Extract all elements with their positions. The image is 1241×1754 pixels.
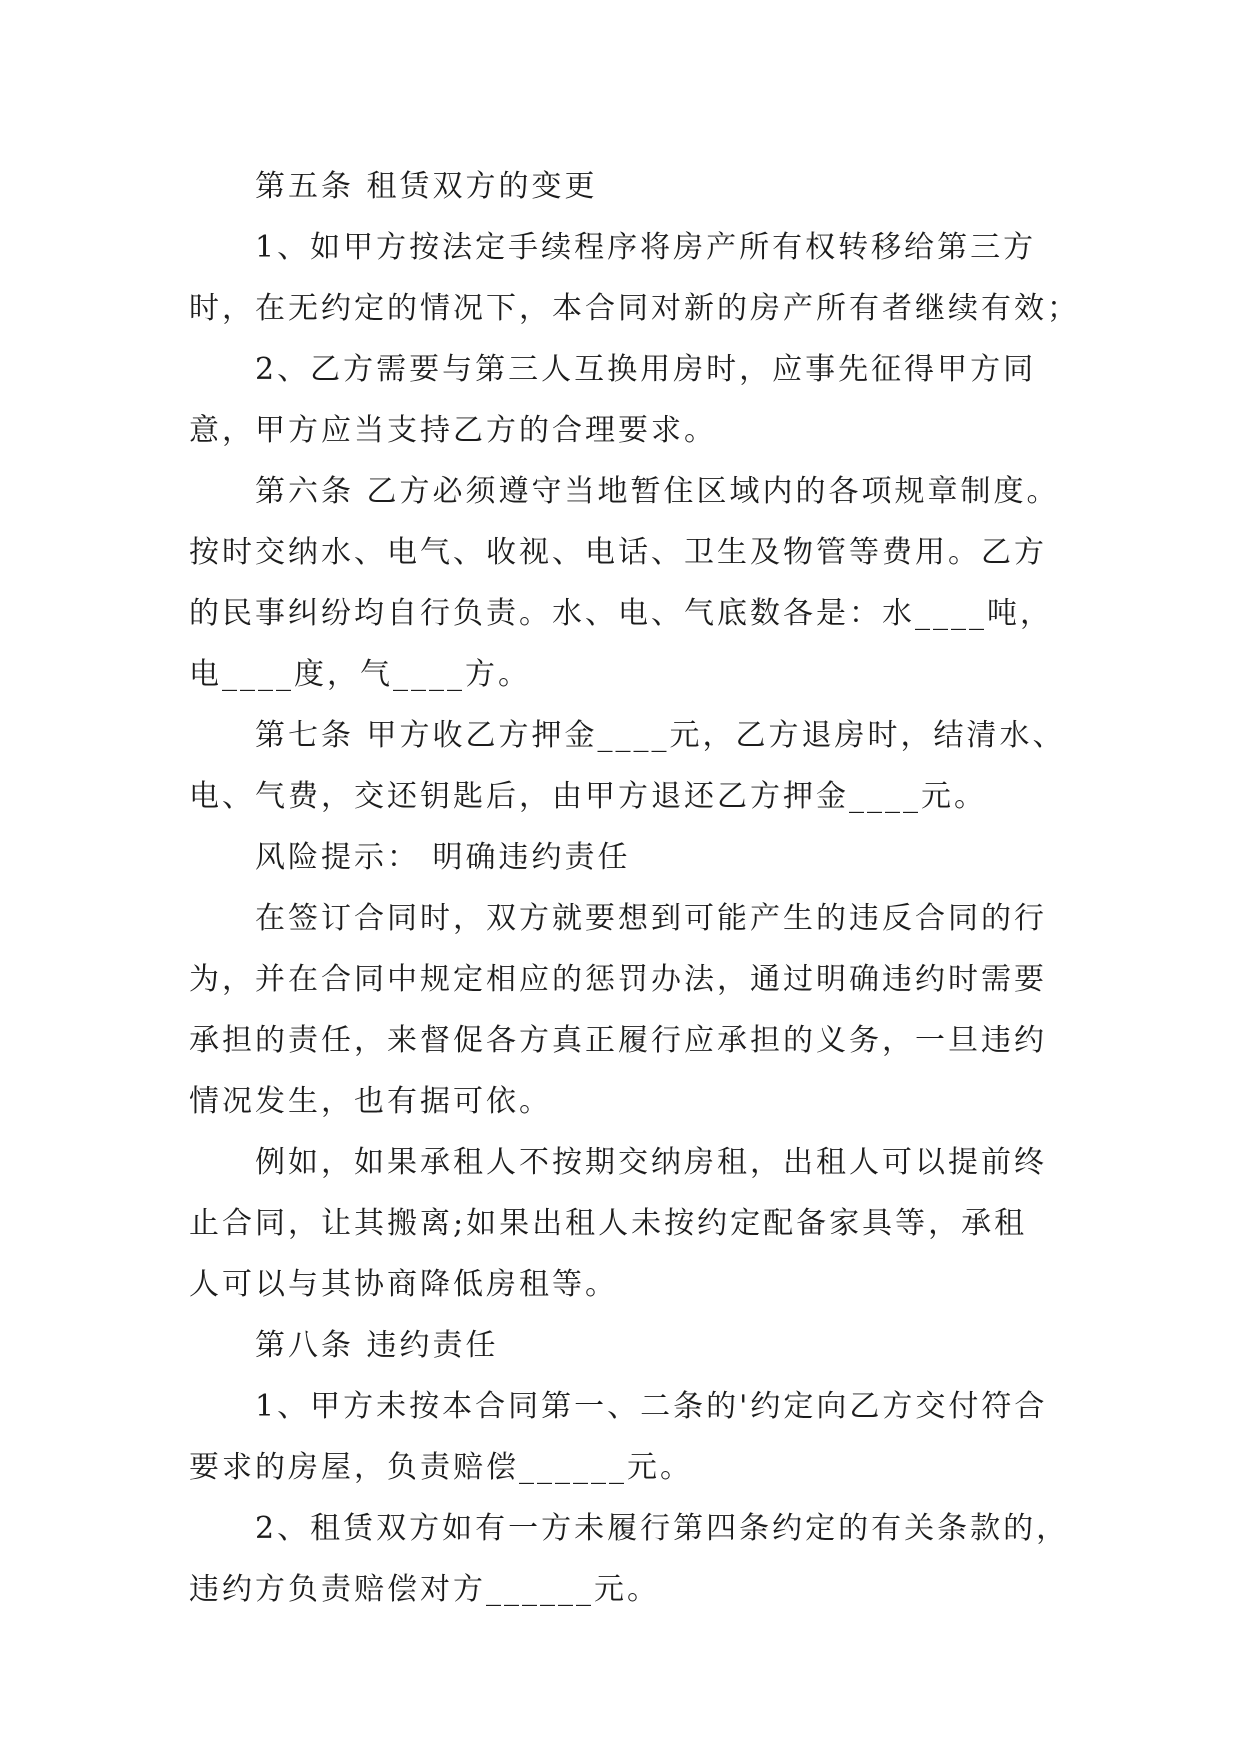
article-8-item-2 [189, 1498, 1069, 1620]
text-line: 人可以与其协商降低房租等。 [189, 1267, 618, 1302]
article-5-heading [189, 156, 1069, 217]
article-7 [189, 705, 1069, 827]
text-line: 违约方负责赔偿对方______元。 [189, 1572, 660, 1607]
article-8-item-1 [189, 1376, 1069, 1498]
risk-tip-example [189, 1132, 1069, 1315]
text-line: 第七条 甲方收乙方押金____元，乙方退房时，结清水、 [255, 718, 1066, 753]
text-line: 为，并在合同中规定相应的惩罚办法，通过明确违约时需要 [189, 962, 1047, 997]
text-line: 1、甲方未按本合同第一、二条的'约定向乙方交付符合 [255, 1389, 1048, 1424]
text-line: 1、如甲方按法定手续程序将房产所有权转移给第三方 [255, 230, 1037, 265]
article-8-heading [189, 1315, 1069, 1376]
document-body [189, 156, 1080, 1620]
text-line: 电、气费，交还钥匙后，由甲方退还乙方押金____元。 [189, 779, 987, 814]
text-line: 电____度，气____方。 [189, 657, 531, 692]
text-line: 承担的责任，来督促各方真正履行应承担的义务，一旦违约 [189, 1023, 1047, 1058]
text-line: 2、租赁双方如有一方未履行第四条约定的有关条款的， [255, 1511, 1070, 1546]
text-line: 按时交纳水、电气、收视、电话、卫生及物管等费用。乙方 [189, 535, 1047, 570]
article-5-item-2 [189, 339, 1069, 461]
text-line: 第六条 乙方必须遵守当地暂住区域内的各项规章制度。 [255, 474, 1060, 509]
text-line: 第八条 违约责任 [255, 1328, 499, 1363]
text-line: 的民事纠纷均自行负责。水、电、气底数各是：水____吨， [189, 596, 1053, 631]
text-line: 例如，如果承租人不按期交纳房租，出租人可以提前终 [255, 1145, 1047, 1180]
text-line: 止合同，让其搬离;如果出租人未按约定配备家具等，承租 [189, 1206, 1028, 1241]
risk-tip-heading [189, 827, 1069, 888]
article-5-item-1 [189, 217, 1080, 339]
text-line: 时，在无约定的情况下，本合同对新的房产所有者继续有效； [189, 291, 1080, 326]
text-line: 第五条 租赁双方的变更 [255, 169, 598, 204]
article-6 [189, 461, 1069, 705]
text-line: 2、乙方需要与第三人互换用房时，应事先征得甲方同 [255, 352, 1037, 387]
text-line: 在签订合同时，双方就要想到可能产生的违反合同的行 [255, 901, 1047, 936]
text-line: 风险提示： 明确违约责任 [255, 840, 631, 875]
text-line: 要求的房屋，负责赔偿______元。 [189, 1450, 693, 1485]
text-line: 意，甲方应当支持乙方的合理要求。 [189, 413, 717, 448]
text-line: 情况发生，也有据可依。 [189, 1084, 552, 1119]
risk-tip-body [189, 888, 1069, 1132]
